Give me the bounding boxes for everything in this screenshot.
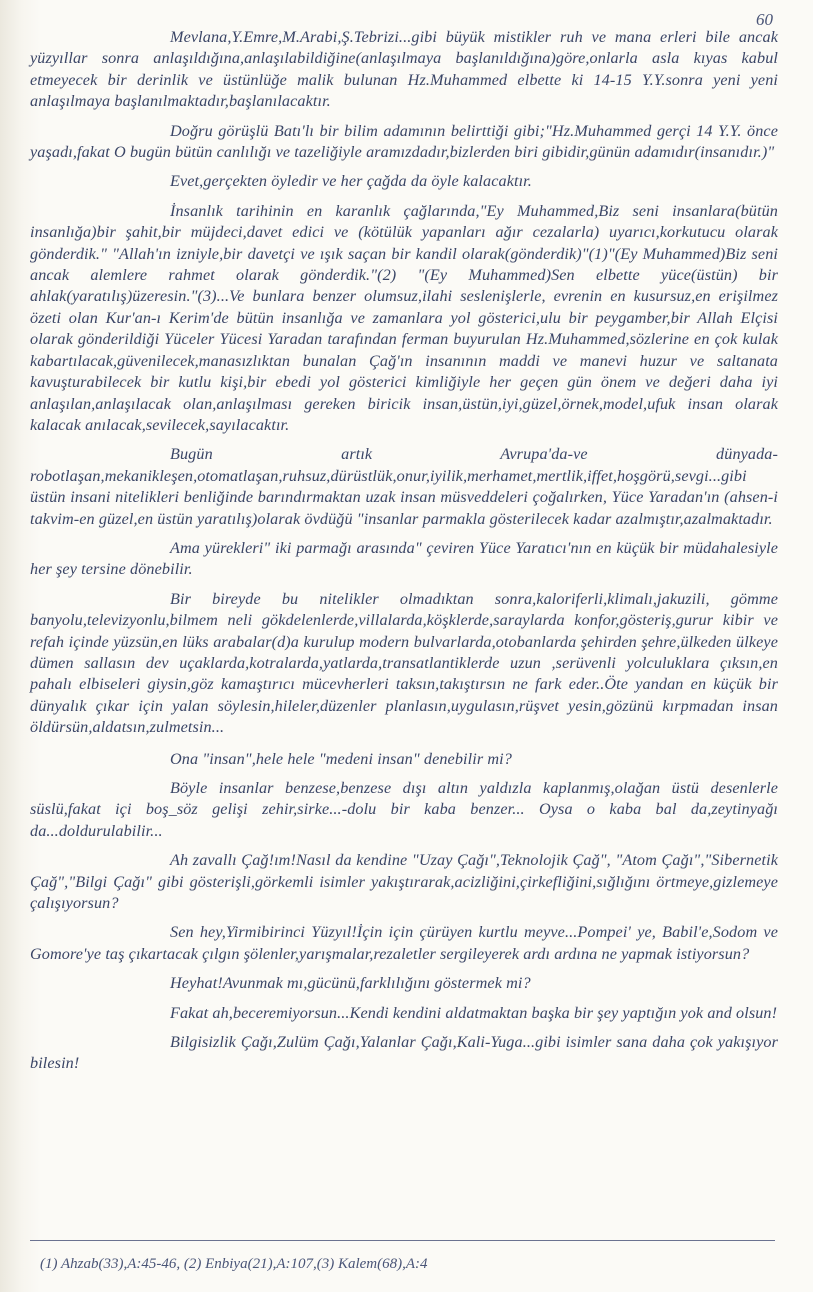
paragraph-luxury: Bir bireyde bu nitelikler olmadıktan sonra,kaloriferli,klimalı,jakuzili, gömme banyolu,televizyonlu,bilmem neli gökdelenlerde,villalarda,köşklerde,saraylarda konfor,gösteriş,gurur kibir ve refah içinde yüzsün,en lüks arabalar(d)a kurulup modern bulvarlarda,otobanlarda şehirden şehre,ülkeden ülkeye dümen sallasın dev uçaklarda,kotralarda,yatlarda,transatlantiklerde uzun ,serüvenli yolculuklara çıksın,en pahalı elbiseleri giysin,göz kamaştırıcı mücevherleri taksın,takıştırsın ne fark eder..Öte yandan en küçük bir dünyalık çıkar için yalan söylesin,hileler,düzenler planlasın,uygulasın,rüşvet yesin,gözünü kırpmadan insan öldürsün,aldatsın,zulmetsin... [30,589,778,737]
paragraph-age-names: Ah zavallı Çağ!ım!Nasıl da kendine "Uzay Çağı",Teknolojik Çağ", "Atom Çağı","Sibernetik Çağ","Bilgi Çağı" gibi gösterişli,görkemli isimler yakıştırarak,acizliğini,çirkefliğini,sığlığını örtmeye,gizlemeye çalışıyorsun? [30,851,778,913]
paragraph-vessel: Böyle insanlar benzese,benzese dışı altın yaldızla kaplanmış,olağan üstü desenlerle süslü,fakat içi boş_söz gelişi zehir,sirke...-dolu bir kaba benzer... Oysa o kaba bal da,zeytinyağı da...doldurulabilir... [30,779,778,840]
paragraph-quran-verses: İnsanlık tarihinin en karanlık çağlarında,"Ey Muhammed,Biz seni insanlara(bütün insanlığa)bir şahit,bir müjdeci,davet edici ve (kötülük yapanları ağır cezalarla) uyarıcı,korkutucu olarak gönderdik." "Allah'ın izniyle,bir davetçi ve ışık saçan bir kandil olarak(gönderdik)"(1)"(Ey Muhammed)Biz seni ancak alemlere rahmet olarak gönderdik."(2) "(Ey Muhammed)Sen elbette yüce(üstün) bir ahlak(yaratılış)üzeresin."(3)...Ve bunlara benzer olumsuz,ilahi seslenişlerle, evrenin en kusursuz,en erişilmez özeti olan Kur'an-ı Kerim'de bütün insanlığa ve zamanlara yol gösterici,ulu bir peygamber,bir Allah Elçisi olarak gönderildiği Yüceler Yücesi Yaradan tarafından ferman buyurulan Hz.Muhammed,sözlerine en çok kulak kabartılacak,güvenilecek,manasızlıktan bunalan Çağ'ın insanının maddi ve manevi huzur ve saltanata kavuşturabilecek bir kutlu kişi,bir ebedi yol gösterici kimliğiyle her geçen gün önem ve değeri daha iyi anlaşılan,anlaşılacak olan,anlaşılması gereken biricik insan,üstün,iyi,güzel,örnek,model,ufuk insan olarak kalacak anılacak,sevilecek,sayılacaktır. [30,201,778,434]
paragraph-europe-today: Bugün artık Avrupa'da-ve dünyada-robotlaşan,mekanikleşen,otomatlaşan,ruhsuz,dürüstlük,onur,iyilik,merhamet,mertlik,iffet,hoşgörü,sevgi...gibi üstün insani nitelikleri benliğinde barındırmaktan uzak insan müsveddeleri çoğalırken, Yüce Yaradan'ın (ahsen-i takvim-en güzel,en üstün yaratılış)olarak övdüğü "insanlar parmakla gösterilecek kadar azalmıştır,azalmaktadır. [30,445,778,528]
paragraph-self-deception: Fakat ah,beceremiyorsun...Kendi kendini aldatmaktan başka bir şey yaptığın yok and olsun! [170,1003,778,1022]
paragraph-hearts: Ama yürekleri" iki parmağı arasında" çeviren Yüce Yaratıcı'nın en küçük bir müdahalesiyle her şey tersine dönebilir. [30,538,778,579]
paragraph-affirmation: Evet,gerçekten öyledir ve her çağda da öyle kalacaktır. [170,172,532,191]
paragraph-twenty-first-century: Sen hey,Yirmibirinci Yüzyıl!İçin için çürüyen kurtlu meyve...Pompei' ye, Babil'e,Sodom ve Gomore'ye taş çıkartacak çılgın şölenler,yarışmalar,rezaletler sergileyerek ardı ardına ne yapmak istiyorsun? [30,923,778,963]
paragraph-ignorance-age: Bilgisizlik Çağı,Zulüm Çağı,Yalanlar Çağı,Kali-Yuga...gibi isimler sana daha çok yakışıyor bilesin! [30,1033,778,1073]
paragraph-civilized-question: Ona "insan",hele hele "medeni insan" denebilir mi? [170,749,512,768]
page-number: 60 [756,10,773,29]
paragraph-western-scholar: Doğru görüşlü Batı'lı bir bilim adamının belirttiği gibi;"Hz.Muhammed gerçi 14 Y.Y. önce yaşadı,fakat O bugün bütün canlılığı ve tazeliğiyle aramızdadır,bizlerden biri gibidir,günün adamıdır(insanıdır.)" [30,121,778,162]
footnote-divider [30,1240,775,1241]
body-text [30,27,778,1075]
footnote: (1) Ahzab(33),A:45-46, (2) Enbiya(21),A:107,(3) Kalem(68),A:4 [40,1256,428,1272]
paragraph-alas: Heyhat!Avunmak mı,gücünü,farklılığını göstermek mi? [170,974,531,993]
paragraph-mystics: Mevlana,Y.Emre,M.Arabi,Ş.Tebrizi...gibi büyük mistikler ruh ve mana erleri bile ancak yüzyıllar sonra anlaşıldığına,anlaşılabildiğine(anlaşılmaya başlanıldığına)göre,onlarla asla kıyas kabul etmeyecek bir derinlik ve üstünlüğe malik bulunan Hz.Muhammed elbette ki 14-15 Y.Y.sonra yeni yeni anlaşılmaya başlanılmaktadır,başlanılacaktır. [30,28,778,111]
